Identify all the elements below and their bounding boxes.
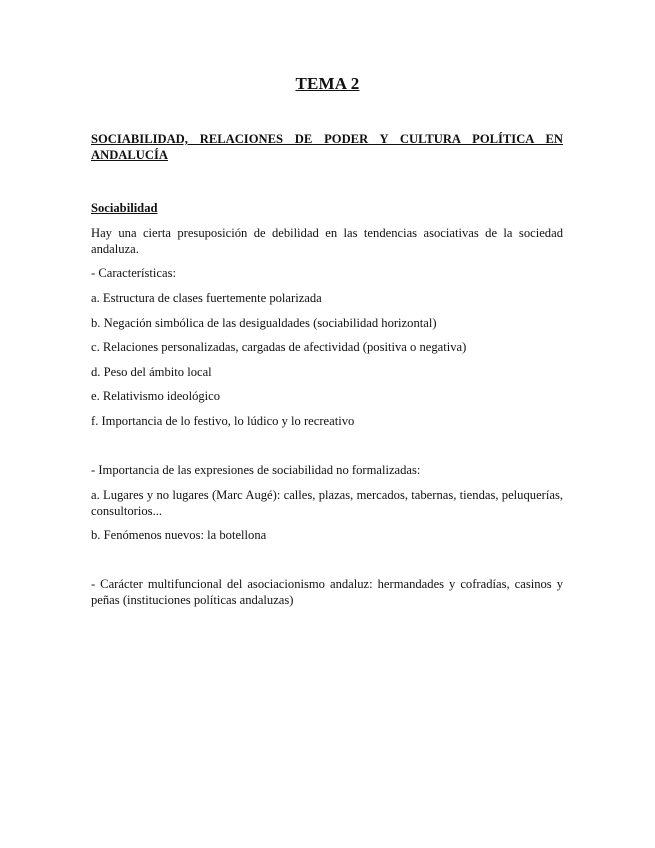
informal-item-b: b. Fenómenos nuevos: la botellona [91, 528, 267, 542]
characteristics-label: - Características: [91, 266, 176, 280]
chapter-heading-line-2: ANDALUCÍA [91, 148, 168, 162]
list-item-c: c. Relaciones personalizadas, cargadas de afectividad (positiva o negativa) [91, 340, 467, 354]
list-item-e: e. Relativismo ideológico [91, 389, 221, 403]
chapter-heading-line-1: SOCIABILIDAD, RELACIONES DE PODER Y CULTURA POLÍTICA EN [91, 132, 563, 146]
list-item-a: a. Estructura de clases fuertemente polarizada [91, 291, 322, 305]
document-title: TEMA 2 [295, 74, 360, 93]
list-item-b: b. Negación simbólica de las desigualdades (sociabilidad horizontal) [91, 316, 437, 330]
section-title: Sociabilidad [91, 201, 158, 215]
informal-label: - Importancia de las expresiones de sociabilidad no formalizadas: [91, 463, 421, 477]
list-item-f: f. Importancia de lo festivo, lo lúdico y lo recreativo [91, 414, 355, 428]
intro-paragraph: Hay una cierta presuposición de debilidad en las tendencias asociativas de la sociedad andaluza. [91, 226, 563, 256]
informal-item-a: a. Lugares y no lugares (Marc Augé): calles, plazas, mercados, tabernas, tiendas, peluquerías, consultorios... [91, 488, 563, 518]
multifunctional-paragraph: - Carácter multifuncional del asociacionismo andaluz: hermandades y cofradías, casinos y peñas (instituciones políticas andaluzas) [91, 577, 563, 607]
list-item-d: d. Peso del ámbito local [91, 365, 212, 379]
